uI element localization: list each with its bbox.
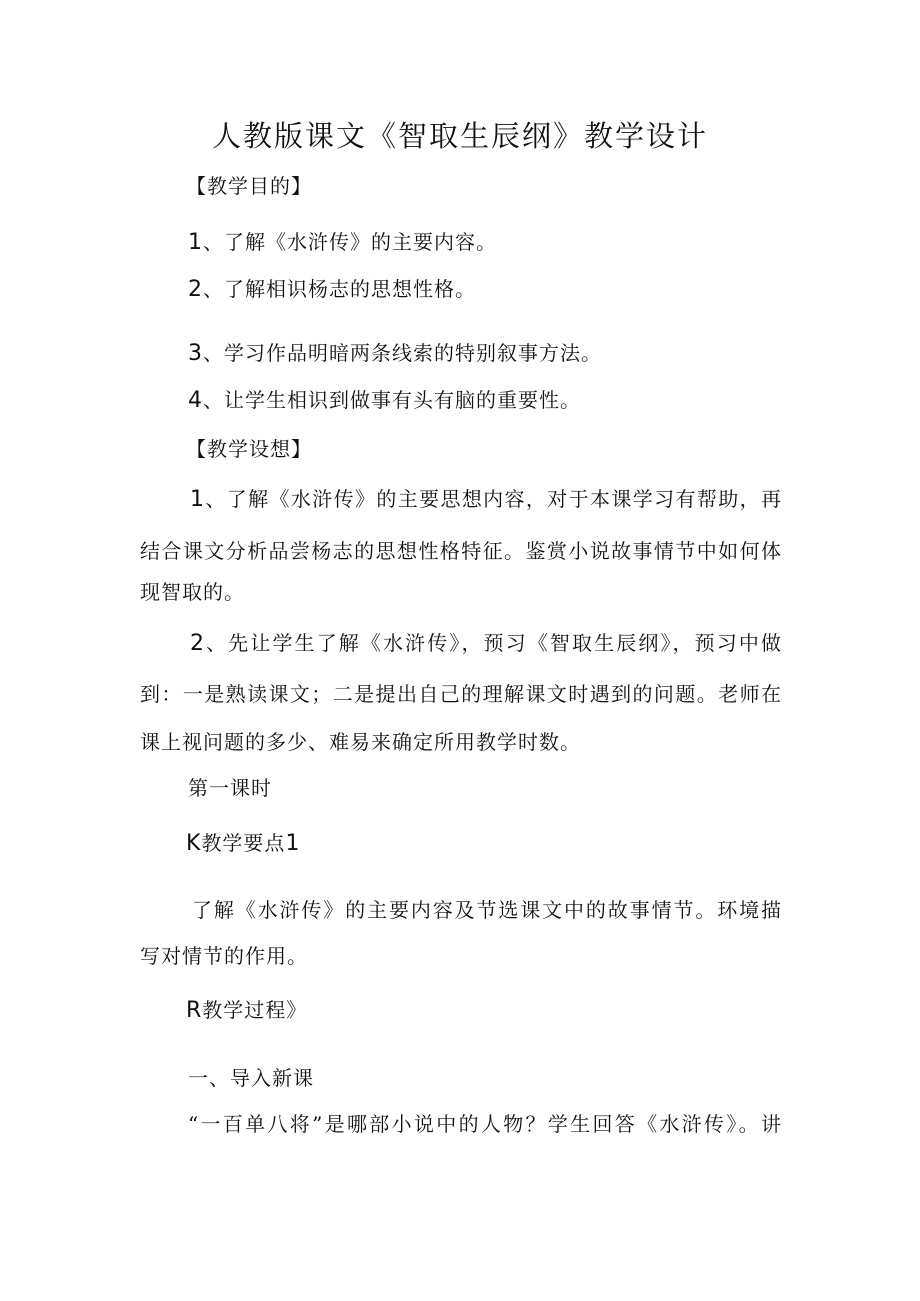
key-points-text: 教学要点 <box>201 831 286 855</box>
goal-item-4-text: 、让学生相识到做事有头有脑的重要性。 <box>203 388 581 412</box>
key-points-body-line2: 写对情节的作用。 <box>140 944 308 968</box>
key-points-heading <box>186 831 300 856</box>
idea-para1-line3: 现智取的。 <box>140 580 245 604</box>
goal-item-2-number: 2 <box>188 277 203 302</box>
idea-para2-line2: 到：一是熟读课文；二是提出自己的理解课文时遇到的问题。老师在 <box>140 682 782 706</box>
goal-heading: 【教学目的】 <box>186 174 312 198</box>
idea-para2-line1-text: 、先让学生了解《水浒传》，预习《智取生辰纲》，预习中做 <box>205 631 782 655</box>
key-points-body-line1: 了解《水浒传》的主要内容及节选课文中的故事情节。环境描 <box>192 898 782 922</box>
idea-para1-line2: 结合课文分析品尝杨志的思想性格特征。鉴赏小说故事情节中如何体 <box>140 539 782 563</box>
step1-heading: 一、导入新课 <box>188 1066 314 1090</box>
goal-item-3 <box>188 341 602 366</box>
process-text: 教学过程》 <box>202 998 308 1022</box>
idea-para1-number: 1 <box>190 487 205 512</box>
key-points-prefix: K <box>186 831 202 856</box>
goal-item-3-text: 、学习作品明暗两条线索的特别叙事方法。 <box>203 341 602 365</box>
idea-para2-line3: 课上视问题的多少、难易来确定所用教学时数。 <box>140 730 581 754</box>
goal-item-2 <box>188 277 476 302</box>
goal-item-4-number: 4 <box>188 388 203 413</box>
goal-item-1-text: 、了解《水浒传》的主要内容。 <box>203 230 497 254</box>
lesson-label: 第一课时 <box>188 776 272 800</box>
key-points-suffix: 1 <box>285 831 301 856</box>
goal-item-1-number: 1 <box>188 230 203 255</box>
idea-para2-number: 2 <box>190 631 205 656</box>
goal-item-1 <box>188 230 497 255</box>
process-prefix: R <box>186 998 203 1023</box>
idea-para1-line1 <box>190 487 782 512</box>
idea-para1-line1-text: 、了解《水浒传》的主要思想内容，对于本课学习有帮助，再 <box>205 487 782 511</box>
goal-item-2-text: 、了解相识杨志的思想性格。 <box>203 277 476 301</box>
goal-item-4 <box>188 388 581 413</box>
idea-heading: 【教学设想】 <box>186 437 312 461</box>
goal-item-3-number: 3 <box>188 341 203 366</box>
process-heading <box>186 998 307 1023</box>
document-title: 人教版课文《智取生辰纲》教学设计 <box>211 119 708 153</box>
idea-para2-line1 <box>190 631 782 656</box>
step1-body-line1: “一百单八将”是哪部小说中的人物？学生回答《水浒传》。讲 <box>188 1112 782 1136</box>
